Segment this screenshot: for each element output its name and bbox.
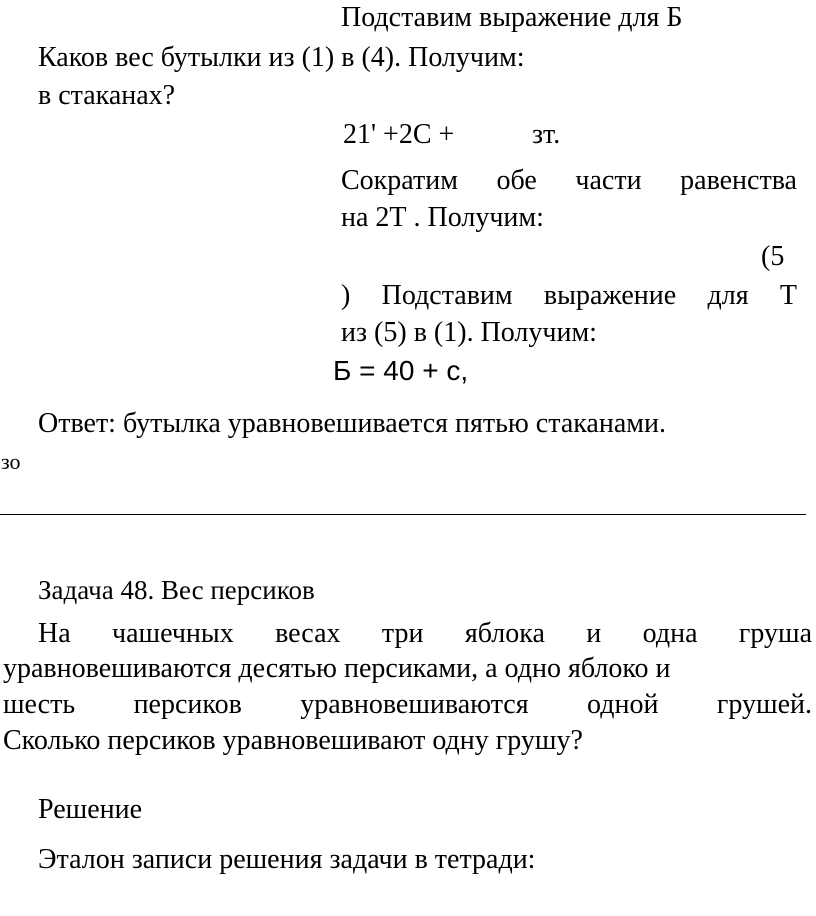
equation-number: (5 — [761, 241, 785, 272]
text-line-bottle-weight: Каков вес бутылки из (1) в (4). Получим: — [38, 42, 525, 73]
word: весах — [275, 618, 341, 649]
solution-heading: Решение — [38, 794, 143, 825]
word: части — [575, 165, 642, 196]
word: грушей. — [716, 689, 812, 720]
task-paragraph-line-3 — [3, 691, 812, 719]
page-number: зо — [1, 449, 21, 474]
word: Подставим — [381, 280, 513, 311]
word: Т — [779, 280, 797, 311]
word: равенства — [680, 165, 797, 196]
task-paragraph-line-1 — [38, 620, 812, 648]
page-divider — [0, 514, 806, 515]
word: персиков — [133, 689, 242, 720]
word: шесть — [3, 689, 76, 720]
answer-line: Ответ: бутылка уравновешивается пятью стаканами. — [38, 408, 666, 439]
word: На — [38, 618, 71, 649]
word: одной — [587, 689, 659, 720]
word: три — [381, 618, 424, 649]
word: яблока — [464, 618, 545, 649]
equation-fragment-end: зт. — [532, 119, 561, 150]
text-line-from-5: из (5) в (1). Получим: — [341, 317, 597, 348]
word: уравновешиваются — [300, 689, 529, 720]
task-paragraph-line-4: Сколько персиков уравновешивают одну грушу? — [3, 725, 583, 756]
word: для — [707, 280, 749, 311]
text-line-in-glasses: в стаканах? — [38, 80, 176, 111]
task-title: Задача 48. Вес персиков — [38, 575, 315, 605]
equation-fragment: 21' +2С + — [343, 119, 455, 150]
word: Сократим — [341, 165, 458, 196]
task-paragraph-line-2: уравновешиваются десятью персиками, а одно яблоко и — [3, 653, 671, 684]
text-line-substitute-t — [341, 282, 797, 310]
word: груша — [738, 618, 812, 649]
text-line-substitute-b: Подставим выражение для Б — [341, 2, 683, 33]
word: одна — [642, 618, 698, 649]
word: обе — [496, 165, 537, 196]
word: и — [586, 618, 602, 649]
word: выражение — [543, 280, 677, 311]
word: ) — [341, 280, 351, 311]
equation-b: Б = 40 + с, — [333, 355, 469, 386]
word: чашечных — [112, 618, 234, 649]
notebook-standard-line: Эталон записи решения задачи в тетради: — [38, 844, 536, 875]
text-line-by-2t: на 2Т . Получим: — [341, 202, 544, 233]
text-line-reduce — [341, 167, 797, 195]
